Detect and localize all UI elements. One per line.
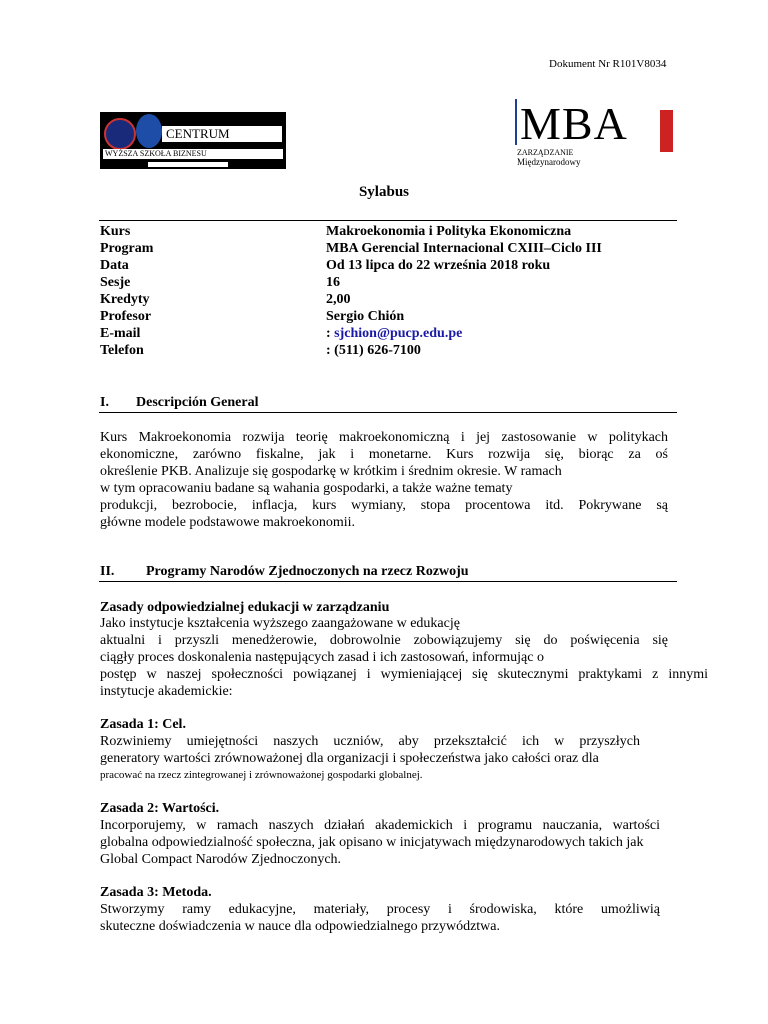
info-key: Program xyxy=(100,241,154,256)
principle-2-text xyxy=(100,817,668,868)
mba-logo-tag xyxy=(660,110,673,152)
paragraph-line: Kurs Makroekonomia rozwija teorię makroekonomiczną i jej zastosowanie w politykach xyxy=(100,430,668,445)
info-value: Od 13 lipca do 22 września 2018 roku xyxy=(326,258,551,273)
principle-3-text xyxy=(100,901,668,935)
section-number: II. xyxy=(100,564,115,579)
paragraph-line: generatory wartości zrównoważonej dla organizacji i społeczeństwa jako całości oraz dla xyxy=(100,751,599,766)
centrum-logo-subtitle: WYŻSZA SZKOŁA BIZNESU xyxy=(103,149,283,159)
info-top-rule xyxy=(99,220,677,221)
paragraph-line: Global Compact Narodów Zjednoczonych. xyxy=(100,852,342,867)
info-row-phone xyxy=(100,342,602,359)
section-2-heading xyxy=(100,564,469,580)
paragraph-line: skuteczne doświadczenia w nauce dla odpowiedzialnego przywództwa. xyxy=(100,919,501,934)
info-key: Kredyty xyxy=(100,292,150,307)
info-row-email xyxy=(100,325,602,342)
paragraph-line: postęp w naszej społeczności powiązanej i wymieniającej się skutecznymi praktykami z innymi xyxy=(100,667,708,682)
info-value: Makroekonomia i Polityka Ekonomiczna xyxy=(326,224,572,239)
info-row-program xyxy=(100,240,602,257)
info-key: Profesor xyxy=(100,309,152,324)
e-logo-icon xyxy=(136,114,162,148)
section-1-rule xyxy=(99,412,677,413)
info-row-course xyxy=(100,223,602,240)
principle-2-title: Zasada 2: Wartości. xyxy=(100,801,220,816)
email-link[interactable]: sjchion@pucp.edu.pe xyxy=(334,326,463,341)
paragraph-line: instytucje akademickie: xyxy=(100,684,233,699)
paragraph-line: produkcji, bezrobocie, inflacja, kurs wymiany, stopa procentowa itd. Pokrywane są xyxy=(100,498,668,513)
email-prefix: : xyxy=(326,326,335,341)
principle-1-title: Zasada 1: Cel. xyxy=(100,717,186,732)
info-key: Data xyxy=(100,258,129,273)
paragraph-line: Incorporujemy, w ramach naszych działań akademickich i programu nauczania, wartości xyxy=(100,818,660,833)
centrum-logo-bar xyxy=(148,162,228,167)
info-row-credits xyxy=(100,291,602,308)
mba-logo-sub1: ZARZĄDZANIE xyxy=(517,148,574,157)
paragraph-line: Jako instytucje kształcenia wyższego zaangażowane w edukację xyxy=(100,616,460,631)
info-key: Telefon xyxy=(100,343,144,358)
paragraph-line: aktualni i przyszli menedżerowie, dobrowolnie zobowiązujemy się do poświęcenia się xyxy=(100,633,668,648)
info-value: Sergio Chión xyxy=(326,309,405,324)
section-2-intro xyxy=(100,615,708,700)
mba-logo-sub2: Międzynarodowy xyxy=(517,157,581,167)
centrum-logo-name: CENTRUM xyxy=(162,126,282,142)
section-title: Descripción General xyxy=(136,395,259,410)
info-key: Kurs xyxy=(100,224,131,239)
mba-logo: MBA xyxy=(520,98,628,149)
document-number: Dokument Nr R101V8034 xyxy=(549,58,667,70)
principle-3-title: Zasada 3: Metoda. xyxy=(100,885,212,900)
paragraph-line: ciągły proces doskonalenia następujących zasad i ich zastosowań, informując o xyxy=(100,650,544,665)
centrum-logo xyxy=(100,112,286,169)
info-value: : (511) 626-7100 xyxy=(326,343,421,358)
paragraph-line: Rozwiniemy umiejętności naszych uczniów, aby przekształcić ich w przyszłych xyxy=(100,734,640,749)
section-1-heading xyxy=(100,395,258,411)
info-row-date xyxy=(100,257,602,274)
info-row-sessions xyxy=(100,274,602,291)
paragraph-line: główne modele podstawowe makroekonomii. xyxy=(100,515,356,530)
mba-logo-bar xyxy=(515,99,517,145)
globe-icon xyxy=(104,118,136,150)
paragraph-line: pracować na rzecz zintegrowanej i zrównoważonej gospodarki globalnej. xyxy=(100,769,423,781)
info-key: E-mail xyxy=(100,326,141,341)
paragraph-line: w tym opracowaniu badane są wahania gospodarki, a także ważne tematy xyxy=(100,481,513,496)
section-title: Programy Narodów Zjednoczonych na rzecz Rozwoju xyxy=(146,564,469,579)
info-key: Sesje xyxy=(100,275,131,290)
page-title: Sylabus xyxy=(358,184,410,200)
paragraph-line: Stworzymy ramy edukacyjne, materiały, procesy i środowiska, które umożliwią xyxy=(100,902,660,917)
course-info-table xyxy=(100,223,602,359)
info-row-professor xyxy=(100,308,602,325)
principle-1-text xyxy=(100,733,668,784)
section-2-subtitle: Zasady odpowiedzialnej edukacji w zarządzaniu xyxy=(100,600,390,615)
paragraph-line: określenie PKB. Analizuje się gospodarkę w krótkim i średnim okresie. W ramach xyxy=(100,464,562,479)
paragraph-line: ekonomiczne, zarówno fiskalne, jak i monetarne. Kurs rozwija się, biorąc za oś xyxy=(100,447,668,462)
section-1-paragraph xyxy=(100,429,668,531)
info-value: 2,00 xyxy=(326,292,351,307)
section-number: I. xyxy=(100,395,109,410)
info-value: MBA Gerencial Internacional CXIII–Ciclo III xyxy=(326,241,602,256)
section-2-rule xyxy=(99,581,677,582)
paragraph-line: globalna odpowiedzialność społeczna, jak opisano w inicjatywach międzynarodowych takich jak xyxy=(100,835,644,850)
info-value: 16 xyxy=(326,275,340,290)
